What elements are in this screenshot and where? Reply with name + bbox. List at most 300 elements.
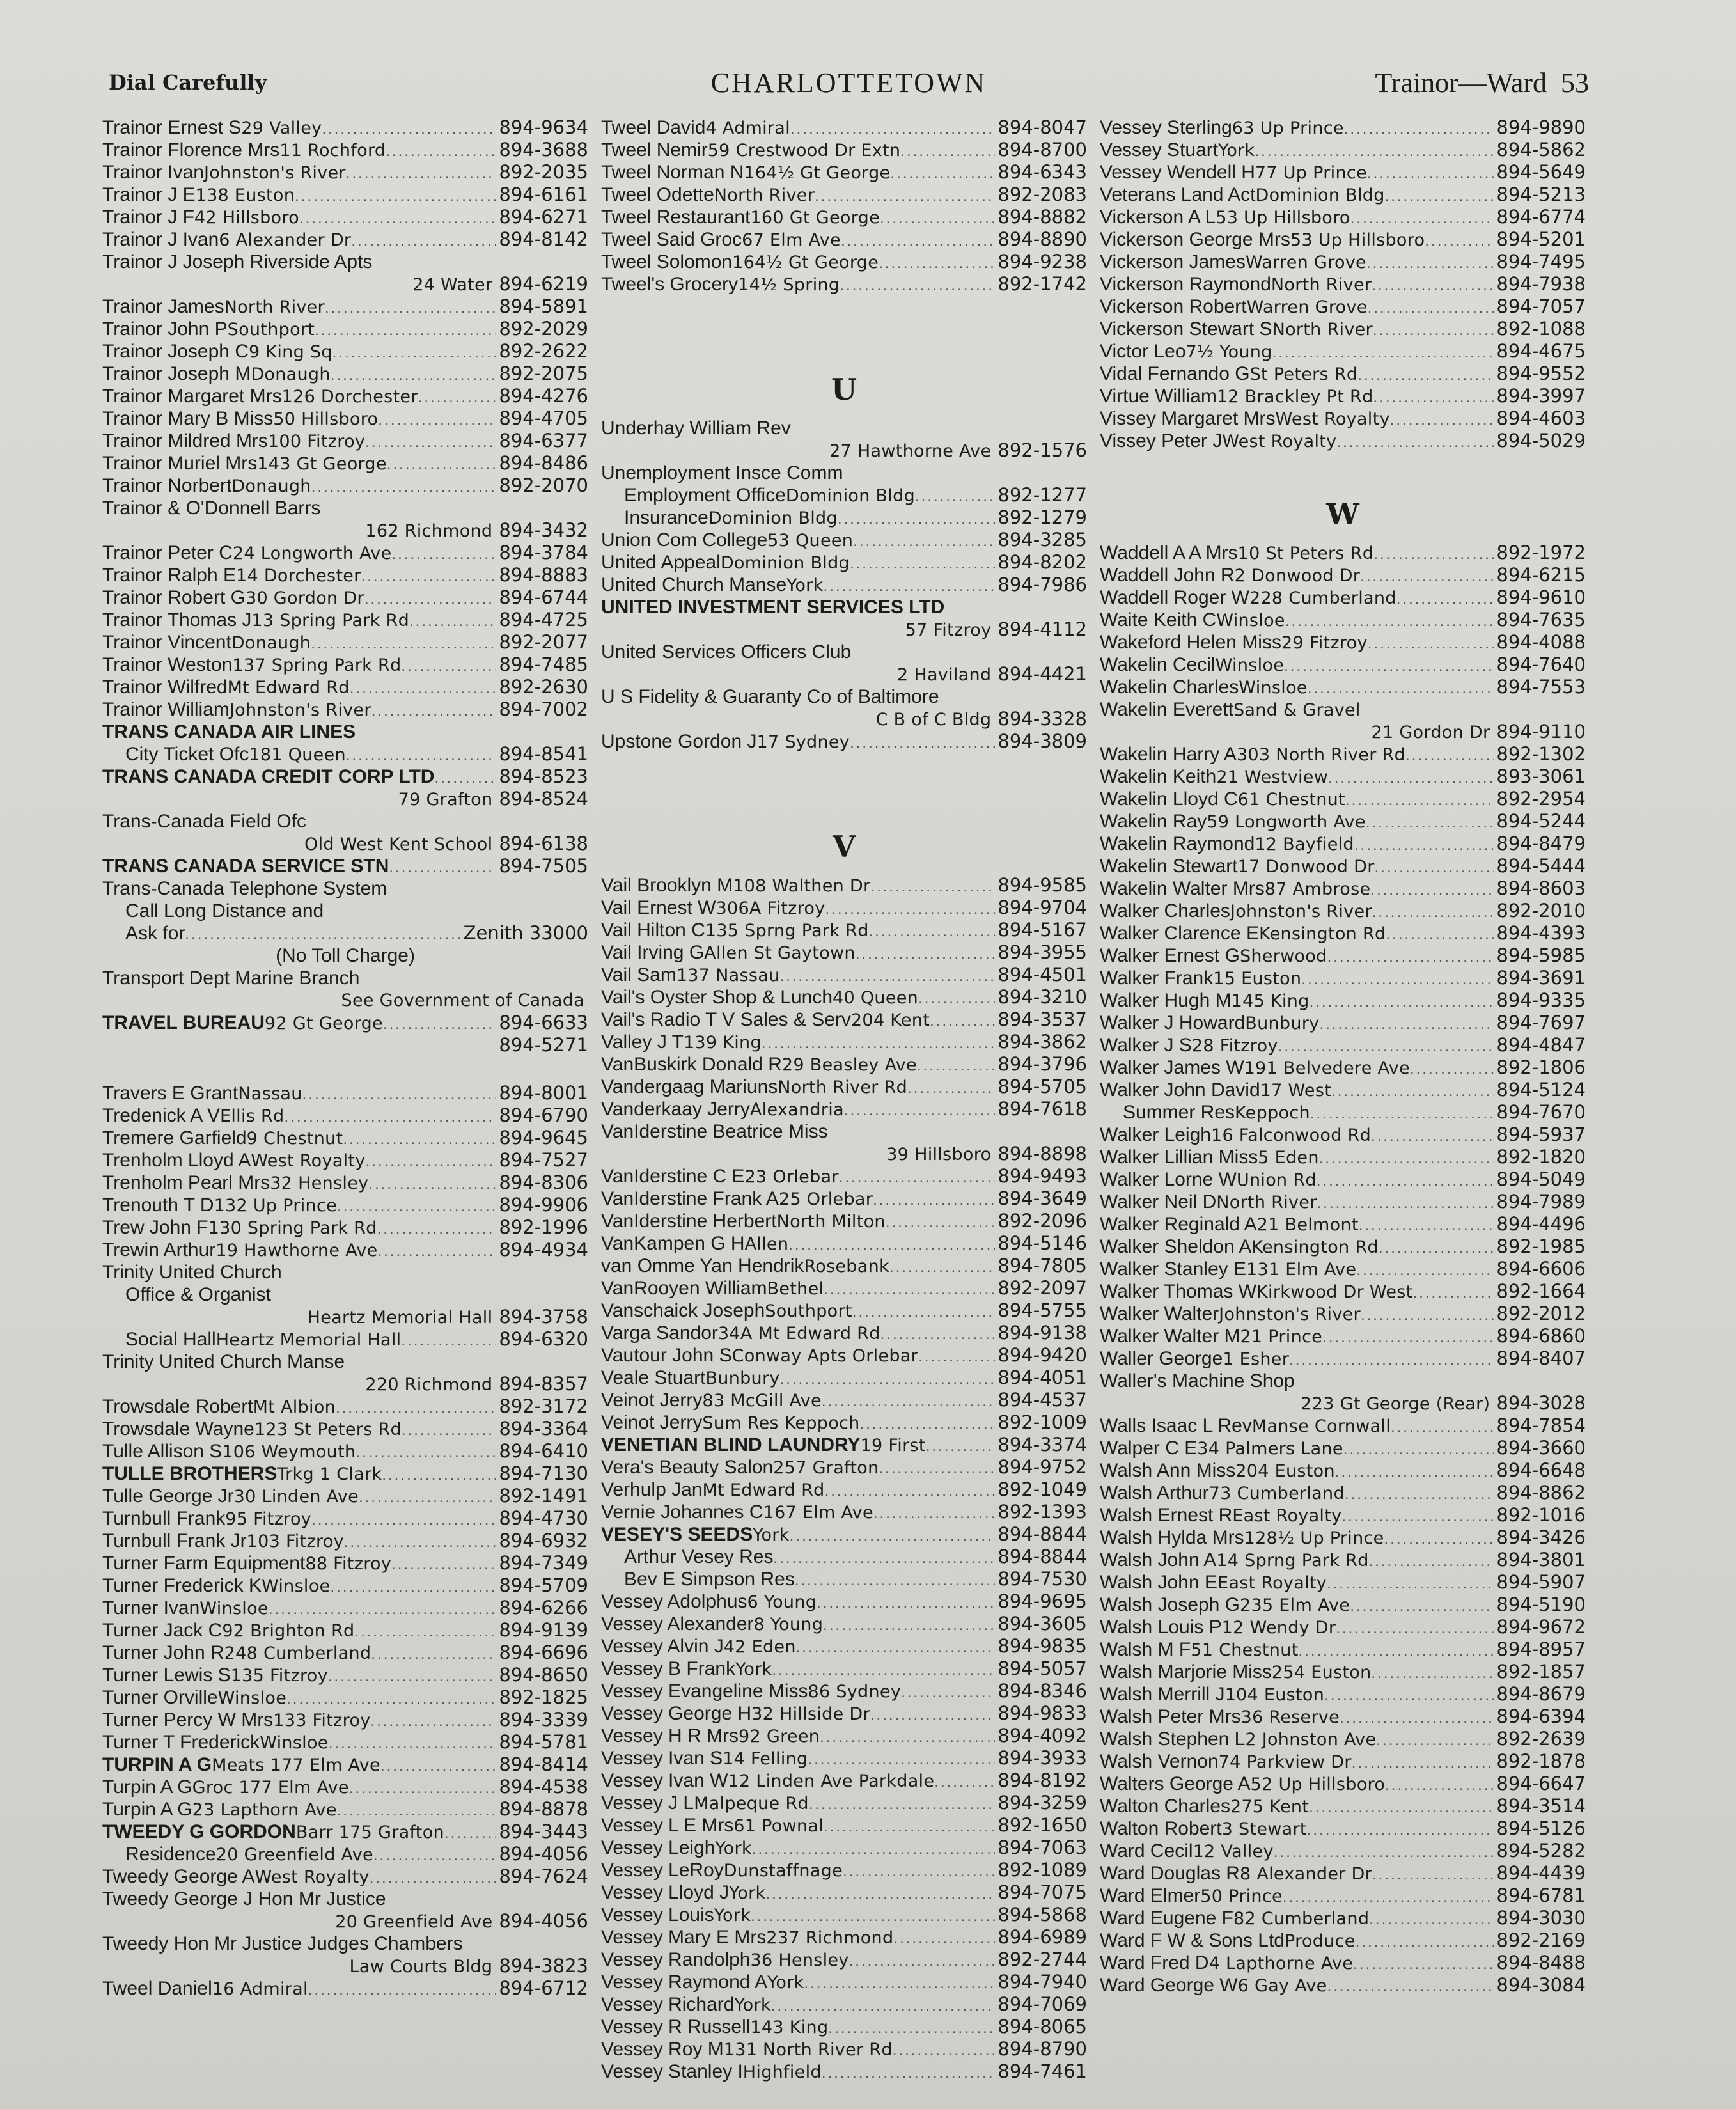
listing-phone: 894-9752	[997, 1456, 1087, 1478]
listing-address: St Peters Rd	[1249, 365, 1358, 384]
listing-address: 23 Orlebar	[744, 1167, 839, 1187]
listing-name: Walper C E	[1100, 1438, 1198, 1459]
listing-entry	[102, 1395, 588, 1418]
listing-phone: 894-7075	[997, 1881, 1087, 1903]
listing-address: 53 Queen	[767, 531, 854, 551]
listing-address: North Milton	[776, 1212, 886, 1232]
listing-phone: 894-5649	[1496, 161, 1586, 183]
dot-leader	[907, 1077, 995, 1098]
listing-name: Trainor Thomas J	[102, 609, 252, 631]
listing-address: C B of C Bldg	[875, 710, 992, 730]
listing-name: Wakelin Everett	[1100, 699, 1233, 720]
listing-entry	[1100, 1952, 1586, 1974]
listing-entry	[601, 618, 1087, 641]
listing-phone: 894-4439	[1496, 1862, 1586, 1884]
dot-leader	[401, 655, 496, 676]
listing-entry	[102, 1239, 588, 1261]
dot-leader	[918, 1345, 995, 1367]
listing-phone: 892-2639	[1496, 1728, 1586, 1750]
listing-entry	[601, 1948, 1087, 1971]
listing-entry	[601, 897, 1087, 919]
listing-address: Sherwood	[1239, 946, 1327, 966]
listing-name: Turner John R	[102, 1642, 224, 1663]
dot-leader	[1336, 431, 1494, 452]
column-3	[1100, 116, 1586, 1996]
listing-name: Vessey Stanley I	[601, 2061, 743, 2082]
dot-leader	[1385, 185, 1494, 206]
listing-name: Vessey J L	[601, 1792, 694, 1814]
listing-entry	[601, 1635, 1087, 1658]
listing-address: 50 Hillsboro	[273, 409, 379, 429]
listing-entry	[1100, 1885, 1586, 1907]
listing-phone: 894-6161	[499, 184, 588, 205]
listing-phone: 894-4056	[499, 1843, 588, 1865]
listing-entry	[102, 1530, 588, 1552]
listing-name: Walsh Stephen L	[1100, 1729, 1246, 1750]
listing-phone: 894-3649	[997, 1188, 1087, 1209]
listing-entry	[601, 1456, 1087, 1478]
listing-name: Ward Elmer	[1100, 1885, 1201, 1906]
listing-phone: 894-6744	[499, 586, 588, 608]
listing-name: Valley J T	[601, 1031, 684, 1053]
dot-leader	[311, 476, 497, 497]
dot-leader	[1366, 252, 1494, 273]
dot-leader	[893, 1927, 995, 1948]
listing-entry	[601, 1859, 1087, 1881]
listing-address: Dominion Bldg	[720, 553, 850, 573]
listing-address: 79 Grafton	[398, 790, 493, 810]
listing-phone: 892-2083	[997, 184, 1087, 205]
dot-leader	[361, 565, 497, 586]
listing-phone: 894-4276	[499, 385, 588, 407]
listing-address: Warren Grove	[1245, 253, 1366, 272]
dot-leader	[1405, 744, 1494, 765]
dot-leader	[1283, 1886, 1494, 1907]
listing-phone: 894-3210	[997, 986, 1087, 1008]
listing-address: Mt Edward Rd	[227, 678, 350, 698]
listing-phone: 892-1650	[997, 1814, 1087, 1836]
listing-name: Trenholm Pearl Mrs	[102, 1172, 270, 1193]
listing-entry	[102, 273, 588, 295]
listing-phone: 894-6932	[499, 1530, 588, 1551]
listing-phone: 894-7640	[1496, 654, 1586, 675]
listing-name: Trainor J F	[102, 207, 194, 228]
listing-entry	[601, 1904, 1087, 1926]
listing-name: Vessey Sterling	[1100, 117, 1232, 138]
listing-address: 103 Fitzroy	[246, 1532, 344, 1551]
listing-entry	[102, 1776, 588, 1798]
listing-address: Southport	[765, 1301, 852, 1321]
listing-name: Walsh Louis P	[1100, 1617, 1222, 1638]
dot-leader	[1344, 118, 1494, 139]
listing-phone: 894-6606	[1496, 1258, 1586, 1280]
dot-leader	[336, 1397, 496, 1418]
listing-address: 204 Euston	[1235, 1461, 1335, 1481]
dot-leader	[1376, 1729, 1494, 1750]
listing-phone: 894-4537	[997, 1389, 1087, 1411]
listing-entry	[601, 462, 1087, 484]
listing-entry	[102, 497, 588, 519]
listing-phone: 894-5057	[997, 1658, 1087, 1679]
listing-entry	[1100, 631, 1586, 654]
dot-leader	[269, 1598, 497, 1619]
listing-name: Office & Organist	[125, 1284, 271, 1305]
listing-address: 7½ Young	[1185, 342, 1272, 362]
section-letter: V	[833, 829, 856, 864]
listing-entry	[102, 1709, 588, 1731]
listing-address: See Government of Canada	[341, 991, 584, 1010]
listing-entry	[601, 206, 1087, 228]
listing-entry	[102, 1034, 588, 1056]
dot-leader	[354, 1620, 496, 1642]
listing-address: 16 Admiral	[212, 1979, 308, 1999]
listing-phone: 894-5049	[1496, 1168, 1586, 1190]
listing-entry	[102, 1104, 588, 1127]
listing-name: Turner Jack C	[102, 1620, 223, 1641]
listing-address: Kirkwood Dr West	[1256, 1282, 1413, 1302]
listing-address: 108 Walthen Dr	[733, 876, 871, 896]
listing-address: North River Rd	[778, 1078, 908, 1097]
listing-phone: 894-7553	[1496, 676, 1586, 698]
listing-entry	[102, 1888, 588, 1910]
listing-entry	[601, 1344, 1087, 1367]
listing-name: TRANS CANADA CREDIT CORP LTD	[102, 766, 435, 787]
listing-phone: 892-1820	[1496, 1146, 1586, 1168]
listing-name: Veterans Land Act	[1100, 184, 1256, 205]
listing-name: Bev E Simpson Res	[624, 1569, 795, 1590]
name-range: Trainor—Ward	[1375, 67, 1547, 98]
listing-address: 8 Young	[753, 1615, 824, 1635]
dot-leader	[315, 319, 496, 340]
listing-name: Tweel Said Groc	[601, 229, 742, 250]
listing-entry	[102, 206, 588, 228]
listing-name: Turner Orville	[102, 1687, 218, 1708]
listing-address: 303 North River Rd	[1236, 745, 1406, 765]
listing-phone: 894-6215	[1496, 564, 1586, 586]
listing-name: Trainor Norbert	[102, 475, 232, 496]
dot-leader	[351, 230, 496, 251]
dot-leader	[1278, 1035, 1494, 1056]
listing-phone: 894-5271	[499, 1034, 588, 1056]
dot-leader	[1327, 1975, 1494, 1996]
listing-address: 17 Donwood Dr	[1237, 857, 1375, 877]
listing-address: Keppoch	[1235, 1103, 1310, 1123]
listing-address: 24 Water	[412, 275, 493, 295]
listing-entry	[1100, 251, 1586, 273]
listing-entry	[102, 340, 588, 363]
listing-name: Tredenick A V	[102, 1105, 220, 1126]
dot-leader	[1357, 364, 1494, 385]
listing-phone: 894-9493	[997, 1165, 1087, 1187]
listing-phone: 894-6712	[499, 1977, 588, 1999]
dot-leader	[880, 207, 995, 228]
listing-address: Rosebank	[804, 1257, 889, 1276]
listing-name: Turner T Frederick	[102, 1732, 260, 1753]
dot-leader	[366, 1150, 497, 1172]
listing-address: Nassau	[238, 1084, 302, 1104]
dot-leader	[444, 1822, 496, 1843]
listing-name: VanKampen G H	[601, 1233, 745, 1254]
listing-phone: 894-4675	[1496, 340, 1586, 362]
listing-phone: 894-8862	[1496, 1482, 1586, 1503]
listing-phone: 892-2169	[1496, 1929, 1586, 1951]
listing-phone: 894-8306	[499, 1172, 588, 1193]
dot-leader	[823, 1614, 995, 1635]
listing-entry	[102, 228, 588, 251]
listing-address: 13 Spring Park Rd	[251, 611, 410, 631]
listing-address: Donaugh	[231, 633, 311, 653]
listing-address: 20 Greenfield Ave	[215, 1845, 373, 1865]
dot-leader	[389, 856, 496, 877]
listing-phone: 894-5146	[997, 1232, 1087, 1254]
listing-phone: 894-9585	[997, 874, 1087, 896]
listing-entry	[601, 273, 1087, 295]
listing-phone: 894-4092	[997, 1725, 1087, 1746]
listing-phone: 894-3374	[997, 1434, 1087, 1455]
listing-entry	[601, 1008, 1087, 1031]
listing-name: TRANS CANADA SERVICE STN	[102, 856, 389, 877]
listing-phone: 894-9139	[499, 1619, 588, 1641]
dot-leader	[1322, 1326, 1494, 1347]
listing-phone: 894-8523	[499, 765, 588, 787]
listing-entry	[1100, 430, 1586, 452]
listing-phone: 894-4051	[997, 1367, 1087, 1388]
dot-leader	[844, 1099, 995, 1120]
listing-phone: 892-2035	[499, 161, 588, 183]
dot-leader	[402, 1419, 496, 1440]
listing-entry	[1100, 318, 1586, 340]
dot-leader	[809, 1793, 996, 1814]
listing-name: Trew John F	[102, 1217, 208, 1238]
listing-name: Waddell John R	[1100, 565, 1235, 586]
listing-phone: 894-9110	[1496, 721, 1586, 742]
listing-entry	[601, 1725, 1087, 1747]
listing-address: 162 Richmond	[365, 521, 493, 541]
listing-name: Walker James W	[1100, 1057, 1244, 1078]
listing-entry	[601, 1523, 1087, 1546]
listing-phone: 894-7495	[1496, 251, 1586, 272]
listing-phone: 894-7635	[1496, 609, 1586, 631]
listing-name: Upstone Gordon J	[601, 731, 757, 752]
dot-leader	[1391, 1416, 1494, 1437]
listing-address: Winsloe	[217, 1688, 287, 1708]
listing-phone: 894-9835	[997, 1635, 1087, 1657]
listing-name: Walters George A	[1100, 1773, 1251, 1794]
listing-address: 83 McGill Ave	[702, 1391, 822, 1411]
listing-name: TURPIN A G	[102, 1754, 212, 1775]
listing-address: 131 Elm Ave	[1246, 1260, 1357, 1280]
dot-leader	[295, 185, 496, 206]
dot-leader	[771, 1995, 996, 2016]
listing-phone: 892-2075	[499, 363, 588, 384]
listing-entry	[1100, 564, 1586, 586]
listing-address: 137 Nassau	[676, 966, 780, 985]
dot-leader	[889, 1256, 995, 1277]
listing-name: Walker John David	[1100, 1079, 1260, 1101]
dot-leader	[870, 1704, 996, 1725]
listing-address: 19 Hawthorne Ave	[215, 1241, 378, 1260]
listing-name: Vickerson Robert	[1100, 296, 1247, 317]
listing-name: Trainor James	[102, 296, 224, 317]
listing-address: 59 Crestwood Dr Extn	[707, 141, 901, 161]
listing-entry	[601, 1747, 1087, 1769]
listing-address: West Royalty	[1222, 432, 1337, 451]
dot-leader	[1350, 207, 1494, 228]
listing-phone: 894-8882	[997, 206, 1087, 228]
listing-address: Malpeque Rd	[694, 1794, 809, 1814]
listing-entry	[1100, 407, 1586, 430]
listing-name: Trainor Robert G	[102, 587, 246, 608]
listing-address: Sum Res Keppoch	[702, 1413, 860, 1433]
listing-entry	[102, 1373, 588, 1395]
listing-address: 2 Haviland	[896, 665, 992, 685]
dot-leader	[788, 1234, 995, 1255]
listing-entry	[1100, 1907, 1586, 1929]
listing-name: Vessey Ivan W	[601, 1770, 728, 1791]
listing-phone: 894-9890	[1496, 116, 1586, 138]
listing-address: Dominion Bldg	[708, 508, 838, 528]
dot-leader	[330, 1576, 496, 1597]
dot-leader	[1385, 1774, 1494, 1795]
listing-phone: 894-8479	[1496, 833, 1586, 854]
dot-leader	[346, 162, 497, 184]
listing-phone: 892-2012	[1496, 1303, 1586, 1324]
dot-leader	[824, 575, 996, 596]
listing-name: Trenouth T D	[102, 1195, 214, 1216]
listing-phone: 892-1825	[499, 1686, 588, 1708]
listing-phone: 894-4538	[499, 1776, 588, 1798]
listing-entry	[601, 1568, 1087, 1590]
dot-leader	[824, 1815, 995, 1837]
listing-phone: 892-2096	[997, 1210, 1087, 1232]
listing-entry	[102, 631, 588, 654]
listing-name: Vessey Alvin J	[601, 1636, 724, 1657]
listing-phone: 894-8700	[997, 139, 1087, 161]
dot-leader	[346, 744, 496, 765]
dot-leader	[1324, 1684, 1494, 1705]
listing-name: Walsh Merrill J	[1100, 1684, 1225, 1705]
listing-phone: 894-3328	[997, 708, 1087, 730]
listing-address: Ellis Rd	[219, 1106, 285, 1126]
listing-address: Allen St Gaytown	[704, 943, 856, 963]
listing-name: Trainor J E	[102, 184, 196, 205]
listing-entry	[601, 1971, 1087, 1993]
listing-address: 160 Gt George	[750, 208, 880, 228]
listing-phone: 894-9645	[499, 1127, 588, 1149]
listing-name: Wakelin Cecil	[1100, 654, 1216, 675]
dot-leader	[1390, 409, 1494, 430]
dot-leader	[820, 1726, 995, 1747]
listing-entry	[1100, 765, 1586, 788]
dot-leader	[853, 530, 995, 551]
listing-name: Union Com College	[601, 529, 768, 551]
listing-name: Verhulp Jan	[601, 1479, 703, 1500]
listing-phone: 892-1806	[1496, 1056, 1586, 1078]
listing-address: 25 Orlebar	[778, 1189, 873, 1209]
dot-leader	[392, 543, 497, 564]
listing-entry	[601, 251, 1087, 273]
listing-phone: 894-8650	[499, 1664, 588, 1686]
dot-leader	[328, 1665, 497, 1686]
listing-phone: 894-4730	[499, 1507, 588, 1529]
listing-phone: 894-5891	[499, 295, 588, 317]
listing-entry	[102, 474, 588, 497]
listing-name: Vail's Radio T V Sales & Serv	[601, 1009, 851, 1030]
section-letter: U	[831, 372, 857, 407]
dot-leader	[1308, 677, 1494, 698]
listing-name: Trainor Florence Mrs	[102, 139, 280, 161]
listing-entry	[1100, 1728, 1586, 1750]
listing-name: (No Toll Charge)	[276, 945, 415, 966]
listing-entry	[601, 1299, 1087, 1322]
listing-entry	[102, 654, 588, 676]
listing-entry	[102, 609, 588, 631]
listing-phone: 894-6343	[997, 161, 1087, 183]
listing-entry	[102, 385, 588, 407]
listing-entry	[1100, 609, 1586, 631]
listing-address: 143 Gt George	[257, 454, 387, 474]
listing-entry	[1100, 810, 1586, 833]
listing-phone: 894-9704	[997, 897, 1087, 918]
listing-phone: 894-8414	[499, 1753, 588, 1775]
listing-address: Bethel	[767, 1279, 824, 1299]
listing-name: Vickerson James	[1100, 251, 1246, 272]
listing-name: Tweel Odette	[601, 184, 714, 205]
listing-phone: 894-8192	[997, 1769, 1087, 1791]
listing-phone: 894-7624	[499, 1865, 588, 1887]
listing-phone: 892-1857	[1496, 1661, 1586, 1682]
listing-entry	[1100, 542, 1586, 564]
listing-entry	[1100, 385, 1586, 407]
dot-leader	[1379, 1237, 1494, 1258]
listing-entry	[1100, 161, 1586, 184]
listing-address: Sand & Gravel	[1233, 700, 1361, 720]
listing-address: West Royalty	[254, 1867, 370, 1887]
listing-address: Groc 177 Elm Ave	[192, 1778, 349, 1798]
listing-address: 12 Valley	[1193, 1842, 1274, 1862]
listing-name: Vickerson A L	[1100, 207, 1216, 228]
listing-name: Trainor Ivan	[102, 162, 204, 183]
listing-address: Old West Kent School	[304, 835, 493, 854]
listing-entry	[102, 564, 588, 586]
listing-phone: 894-8486	[499, 452, 588, 474]
listing-address: 20 Greenfield Ave	[335, 1912, 493, 1932]
listing-address: Dominion Bldg	[1255, 185, 1385, 205]
listing-phone: 894-3084	[1496, 1974, 1586, 1996]
listing-address: 254 Euston	[1271, 1663, 1372, 1682]
listing-phone: 894-7461	[997, 2060, 1087, 2082]
listing-address: 77 Up Prince	[1255, 163, 1367, 183]
listing-entry	[102, 318, 588, 340]
dot-leader	[1340, 1707, 1494, 1728]
listing-entry	[601, 1076, 1087, 1098]
dot-leader	[386, 140, 496, 161]
dot-leader	[1317, 1192, 1494, 1213]
listing-name: Vessey Raymond A	[601, 1972, 768, 1993]
listing-entry	[1100, 1056, 1586, 1079]
listing-phone: 894-3660	[1496, 1437, 1586, 1459]
dot-leader	[371, 1643, 496, 1664]
dot-leader	[368, 1173, 496, 1194]
listing-address: Winsloe	[199, 1599, 269, 1619]
listing-address: 53 Up Hillsboro	[1216, 208, 1350, 228]
listing-phone: 892-2077	[499, 631, 588, 653]
listing-entry	[102, 1462, 588, 1485]
listing-address: 52 Up Hillsboro	[1250, 1775, 1386, 1794]
listing-phone: 892-3172	[499, 1395, 588, 1417]
listing-phone: 894-6320	[499, 1328, 588, 1350]
listing-entry	[1100, 1661, 1586, 1683]
